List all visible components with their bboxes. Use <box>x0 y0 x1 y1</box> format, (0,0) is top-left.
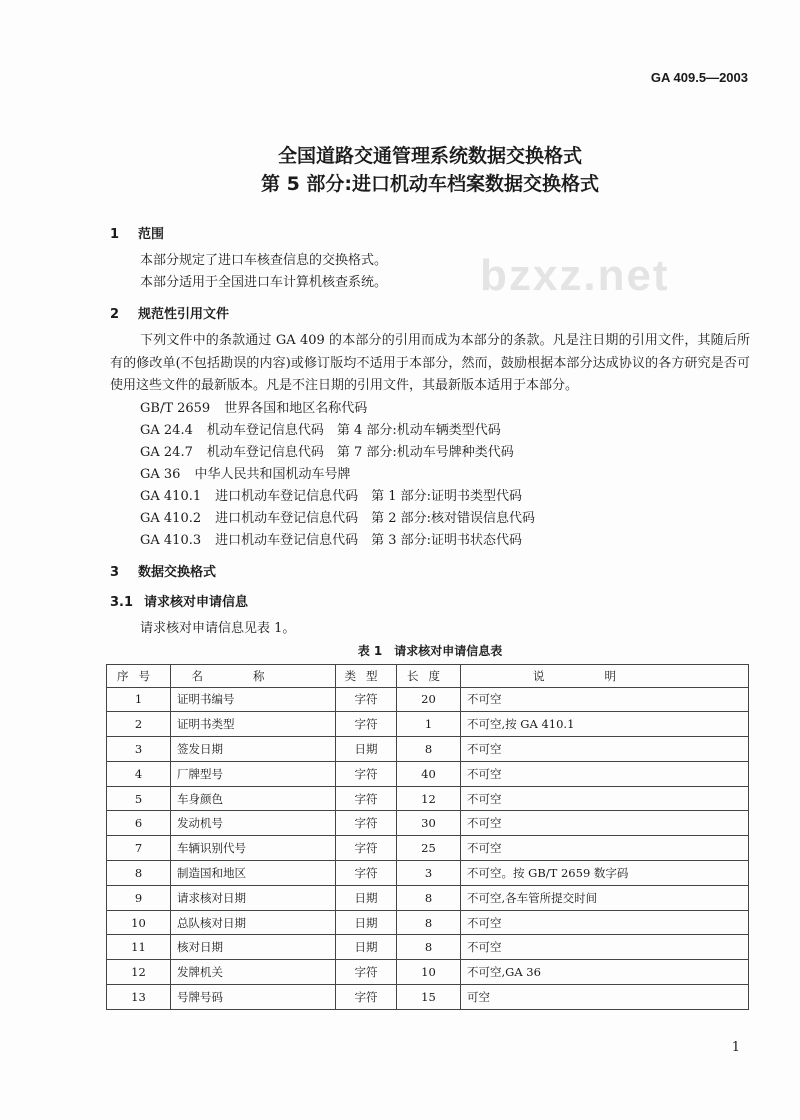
table-cell: 不可空 <box>461 935 749 960</box>
table-cell: 证明书编号 <box>171 687 336 712</box>
table-cell: 号牌号码 <box>171 985 336 1010</box>
table-row <box>107 910 749 935</box>
section-title: 数据交换格式 <box>138 564 217 580</box>
table-cell: 2 <box>107 712 171 737</box>
table-row <box>107 786 749 811</box>
column-header: 说明 <box>461 664 749 687</box>
table-cell: 字符 <box>336 761 397 786</box>
table-cell: 发牌机关 <box>171 960 336 985</box>
section-number: 3.1 <box>110 594 134 610</box>
reference-title: 进口机动车登记信息代码 第 1 部分:证明书类型代码 <box>215 488 523 504</box>
table-cell: 5 <box>107 786 171 811</box>
table-cell: 4 <box>107 761 171 786</box>
table-cell: 12 <box>107 960 171 985</box>
text-line: 请求核对申请信息见表 1。 <box>140 620 296 636</box>
reference-item <box>140 530 750 552</box>
table-row <box>107 737 749 762</box>
reference-item <box>140 398 750 420</box>
table-cell: 1 <box>397 712 461 737</box>
table-cell: 11 <box>107 935 171 960</box>
table-cell: 字符 <box>336 786 397 811</box>
table-cell: 请求核对日期 <box>171 885 336 910</box>
table-cell: 3 <box>397 861 461 886</box>
table-cell: 签发日期 <box>171 737 336 762</box>
table-cell: 字符 <box>336 811 397 836</box>
table-cell: 25 <box>397 836 461 861</box>
column-header: 名称 <box>171 664 336 687</box>
table-cell: 发动机号 <box>171 811 336 836</box>
table-cell: 日期 <box>336 935 397 960</box>
table-row <box>107 935 749 960</box>
reference-item <box>140 508 750 530</box>
table-cell: 不可空 <box>461 910 749 935</box>
reference-code: GA 410.2 <box>140 510 202 526</box>
table-row <box>107 712 749 737</box>
column-header: 类型 <box>336 664 397 687</box>
reference-code: GA 36 <box>140 466 181 482</box>
reference-code: GA 410.1 <box>140 488 202 504</box>
table-row <box>107 836 749 861</box>
table-cell: 12 <box>397 786 461 811</box>
section-number: 1 <box>110 227 120 242</box>
reference-item <box>140 420 750 442</box>
table-cell: 车身颜色 <box>171 786 336 811</box>
page-number: 1 <box>731 1039 740 1055</box>
table-cell: 30 <box>397 811 461 836</box>
text-line: 本部分适用于全国进口车计算机核查系统。 <box>140 275 388 290</box>
reference-code: GA 24.4 <box>140 422 193 438</box>
table-cell: 不可空 <box>461 836 749 861</box>
reference-title: 进口机动车登记信息代码 第 2 部分:核对错误信息代码 <box>215 510 536 526</box>
table-cell: 8 <box>397 910 461 935</box>
reference-item <box>140 464 750 486</box>
table-cell: 8 <box>107 861 171 886</box>
section-3-1-heading <box>110 594 750 612</box>
table-cell: 制造国和地区 <box>171 861 336 886</box>
table-cell: 字符 <box>336 985 397 1010</box>
reference-title: 世界各国和地区名称代码 <box>224 400 368 416</box>
column-header: 序号 <box>107 664 171 687</box>
section-3-heading <box>110 564 750 582</box>
table-cell: 不可空,GA 36 <box>461 960 749 985</box>
text-line: 本部分规定了进口车核查信息的交换格式。 <box>140 253 388 268</box>
table-cell: 15 <box>397 985 461 1010</box>
table-row <box>107 761 749 786</box>
table-cell: 总队核对日期 <box>171 910 336 935</box>
column-header: 长度 <box>397 664 461 687</box>
reference-title: 中华人民共和国机动车号牌 <box>194 466 351 482</box>
table-cell: 可空 <box>461 985 749 1010</box>
table-cell: 日期 <box>336 910 397 935</box>
standard-number: GA 409.5—2003 <box>650 70 748 85</box>
table-cell: 8 <box>397 737 461 762</box>
table-cell: 字符 <box>336 712 397 737</box>
section-title: 规范性引用文件 <box>138 307 230 322</box>
table-row <box>107 687 749 712</box>
section-number: 3 <box>110 564 120 580</box>
watermark: bzxz.net <box>480 251 670 300</box>
reference-title: 进口机动车登记信息代码 第 3 部分:证明书状态代码 <box>215 532 523 548</box>
table-caption: 表 1 请求核对申请信息表 <box>357 643 503 658</box>
table-cell: 10 <box>397 960 461 985</box>
table-cell: 40 <box>397 761 461 786</box>
section-title: 请求核对申请信息 <box>144 594 249 610</box>
table-row <box>107 861 749 886</box>
table-cell: 字符 <box>336 687 397 712</box>
reference-item <box>140 486 750 508</box>
reference-list <box>110 398 750 552</box>
paragraph: 下列文件中的条款通过 GA 409 的本部分的引用而成为本部分的条款。凡是注日期的引用文件，其随后所有的修改单(不包括勘误的内容)或修订版均不适用于本部分，然而，鼓励根据本部分达成协议的各方研究是否可使用这些文件的最新版本。凡是不注日期的引用文件，其最新版本适用于本部分。 <box>110 333 750 393</box>
table-cell: 车辆识别代号 <box>171 836 336 861</box>
reference-title: 机动车登记信息代码 第 4 部分:机动车辆类型代码 <box>206 422 501 438</box>
header-row <box>107 664 749 687</box>
table-cell: 日期 <box>336 737 397 762</box>
table-cell: 不可空 <box>461 687 749 712</box>
table-cell: 8 <box>397 935 461 960</box>
table-cell: 10 <box>107 910 171 935</box>
reference-title: 机动车登记信息代码 第 7 部分:机动车号牌种类代码 <box>206 444 514 460</box>
section-1-heading <box>110 226 750 244</box>
reference-item <box>140 442 750 464</box>
section-2-heading <box>110 306 750 324</box>
reference-code: GA 24.7 <box>140 444 193 460</box>
table-cell: 不可空,按 GA 410.1 <box>461 712 749 737</box>
table-cell: 13 <box>107 985 171 1010</box>
table-cell: 8 <box>397 885 461 910</box>
table-cell: 证明书类型 <box>171 712 336 737</box>
table-cell: 6 <box>107 811 171 836</box>
table-row <box>107 985 749 1010</box>
request-info-table <box>106 664 749 1010</box>
table-row <box>107 885 749 910</box>
table-cell: 9 <box>107 885 171 910</box>
table-cell: 不可空 <box>461 811 749 836</box>
table-cell: 3 <box>107 737 171 762</box>
table-cell: 厂牌型号 <box>171 761 336 786</box>
table-cell: 不可空,各车管所提交时间 <box>461 885 749 910</box>
table-cell: 20 <box>397 687 461 712</box>
table-row <box>107 811 749 836</box>
reference-code: GA 410.3 <box>140 532 202 548</box>
table-cell: 1 <box>107 687 171 712</box>
title-line-1: 全国道路交通管理系统数据交换格式 <box>277 145 582 167</box>
section-number: 2 <box>110 307 120 322</box>
table-cell: 不可空 <box>461 786 749 811</box>
table-cell: 不可空 <box>461 761 749 786</box>
table-cell: 日期 <box>336 885 397 910</box>
table-cell: 不可空 <box>461 737 749 762</box>
table-cell: 7 <box>107 836 171 861</box>
title-line-2: 第 5 部分:进口机动车档案数据交换格式 <box>260 173 600 195</box>
table-cell: 字符 <box>336 836 397 861</box>
table-cell: 核对日期 <box>171 935 336 960</box>
table-row <box>107 960 749 985</box>
table-cell: 字符 <box>336 861 397 886</box>
table-cell: 不可空。按 GB/T 2659 数字码 <box>461 861 749 886</box>
table-cell: 字符 <box>336 960 397 985</box>
section-title: 范围 <box>138 227 165 242</box>
reference-code: GB/T 2659 <box>140 400 211 416</box>
